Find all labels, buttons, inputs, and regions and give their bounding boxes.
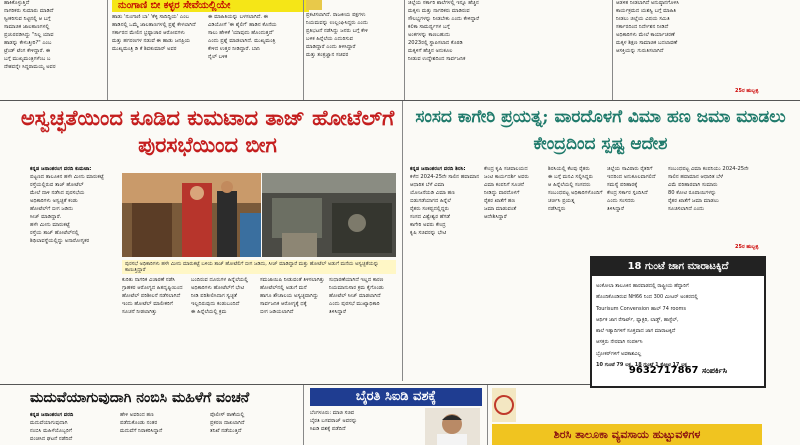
article-text-line: ನೀಡಿದ್ದು ವಾರದೊಳಗೆ [484,190,520,196]
article-text-line: ಹಾಡು 'ನುಂಗಾಣಿ ಬಾ' 'ಕೆಳ್ಳಿ ಸಾದಿದ್ದಿಯ' ಎಂಬ [112,14,189,20]
article-text-line: ಮತ್ತು ಹಗರಣಗಳ ನಡುವೆ ಈ ಹಾಡು ಜನಪ್ರಿಯ [112,38,191,44]
article-text-line: ಚರ್ಚಿಸಿ ಪ್ರಯತ್ನ [548,198,575,204]
land-ad-title: 18 ಗುಂಟೆ ಜಾಗ ಮಾರಾಟಕ್ಕಿದೆ [592,258,764,276]
article-text-line: ರೈತರ ಖಾತೆಗೆ ಹಣ [484,198,516,204]
article-text-line: ಅಧಿಕಾರಿಗಳು ಮೇಲೆ ಕಾರ್ಯಾಚರಣೆ [616,32,675,38]
article-text-line: ಆ ಹಿನ್ನೆಲೆಯಲ್ಲಿ ಸಂಸದರು [548,182,591,188]
land-ad-phone: 9632717867 [628,365,699,377]
article-text-line: ಹಾಡಿನಲ್ಲಿ ಒಮ್ಮೆ ಜಾಲತಾಣಗಳಲ್ಲಿ ಪ್ರಶ್ನೆ ಕೇಳಲಾಗಿದೆ [112,22,196,28]
top-col-1 [4,0,104,70]
article-text-line: ಮಕ್ಕಳ ಶಿಕ್ಷಣ ಸಾಮಾಜಿಕ ಬದಲಾವಣೆ [616,40,678,46]
hotel-photo-caption: ಪುರಸಭೆ ಅಧಿಕಾರಿಗಳು ಹಳೇ ಮೀನು ಮಾರುಕಟ್ಟೆ ಬಳಿಯ ತಾಜ್ ಹೋಟೆಲಿಗೆ ಬೀಗ ಜಡಿದು, ಸೀಜ್ ಮಾಡಿದ್ದಾರೆ ಮತ್ತು ಹೋಟೆಲ್ ಅಡುಗೆ ಮನೆಯ ಅಸ್ವಚ್ಛತೆಯನ್ನು ಕಾಣುತ್ತಿದ್ದಾರೆ [122,260,396,274]
article-text-line: ಆದೇಶಿಸಿದ್ದಾರೆ [484,214,507,220]
article-text-line: ಹೇಳಿ ಅವರಿಂದ ಹಣ [120,412,154,418]
article-text-line: 80 ಕೋಟಿ ರೂಪಾಯಿಗಳನ್ನು [668,190,717,196]
article-text-line: ಕಲಿಕಾ ಸಾಮರ್ಥ್ಯಗಳ ಬಗ್ಗೆ [408,24,450,30]
article-text-line: ಸೀಜ್ ಮಾಡಿದ್ದಾರೆ. [30,214,62,220]
hotel-bottom-col-2 [191,277,256,377]
column-divider [303,385,304,445]
article-text-line: ನಡೆಸಿದ್ದರು [548,206,566,212]
article-text-line: ಜಿಲ್ಲೆಯ ಸಾವಿರಾರು ರೈತರಿಗೆ [607,166,653,172]
article-text-line: ಸಂಬಂಧಪಟ್ಟ ಅಧಿಕಾರಿಗಳೊಂದಿಗೆ [548,190,603,196]
hotel-photo-2 [262,173,396,257]
article-text-line: ಪ್ರಚುರಪಡಿಸಿದ್ದು "ನಿಲ್ಲ ಯಾವ [4,32,54,38]
article-text-line: ಯೋಜನೆಯಡಿ ವಿಮಾ ಹಣ [410,190,455,196]
article-text-line: ಪೊಲೀಸ್ ಠಾಣೆಯಲ್ಲಿ [210,412,245,418]
article-text-line: ರೈತರು ಸಂಕಷ್ಟದಲ್ಲಿದ್ದರು [410,206,450,212]
ad-text-line: ಆರ್ಥಿಕ ಜಾಗ ರೆಸಾರ್ಟ್, ಫ್ಯಾಕ್ಟರಿ, ಲಾಡ್ಜ್, ಹಾಸ್ಟೆಲ್, [596,316,679,323]
insurance-credit: 25ರ ಹುಬ್ಬಳ್ಳಿ [735,244,759,250]
article-text-line: ಹಾಡನ್ನು ಕೇಳುತ್ತೀರಿ?" ಎಂಬ [4,40,52,46]
article-text-line: 2023ರಲ್ಲಿ ಸ್ಥಾಪಿಸಲಾದ ಕೊಠಡಿ [408,40,463,46]
article-text-line: ಪ್ರಕರಣ ದಾಖಲಾಗಿದೆ [210,420,245,426]
column-divider [612,0,613,100]
bairathi-headline: ಬೈರತಿ ಸಿಐಡಿ ವಶಕ್ಕೆ [310,388,482,406]
article-text-line: ಕಾಗೇರಿ ಅವರು ಕೇಂದ್ರ [410,222,446,228]
article-text-line: ಶಿರಸಿಯಲ್ಲಿ ಕೆಲವು ರೈತರು [548,166,590,172]
shirdi-banner: ಶಿರಸಿ ತಾಲೂಕಾ ವ್ಯವಸಾಯ ಹುಟ್ಟುವಳಿಗಳ [492,424,762,445]
bairathi-col [310,410,420,445]
article-text-line: ಕೇಳಿದ ಉತ್ತರ ನೀಡಿದ್ದಾರೆ. ಬಾನಿ [208,46,261,52]
top-col-4 [306,12,401,97]
column-divider [402,101,403,381]
article-text-line: ಬೀಗ ಜಡಿಯಲಾಗಿದೆ [260,309,294,315]
article-text-line: ವಿಡಿಯೋಗೆ 'ಈ ಶೈಲಿಗೆ' ಹಾಡಿನ ಕೊನೆಯ [208,22,277,28]
article-text-line: ಬಂದಿರುವ ದೂರುಗಳ ಹಿನ್ನೆಲೆಯಲ್ಲಿ [191,277,249,283]
article-text-line: ಮೇಲೆ ದಾಳಿ ನಡೆಸಿದ ಪುರಸಭೆಯ [30,190,85,196]
article-text-line: ಇಂದು ಹೋಟೆಲ್ ಮಾಲೀಕರಿಗೆ [122,301,173,307]
article-text-line: ಸೌಲಭ್ಯಗಳನ್ನು ನೀಡಬೇಕು ಎಂದು ಕೇಳಿದ್ದಾರೆ [408,16,480,22]
top-col-2 [112,14,204,94]
article-text-line: ಮುಖ್ಯಮಂತ್ರಿ ಡಿ ಕೆ ಶಿವಕುಮಾರ್ ಅವರ [112,46,177,52]
ad-text-line: ಹೊಂದಿಕೊಂಡಿರುವ NH66 ನಿಂದ 300 ಮೀಟರ್ ಅಂತರದಲ್ಲಿ [596,294,698,301]
shirdi-logo [492,388,516,422]
article-text-line: ಎಂದು ಪ್ರಶ್ನೆ ಮಾಡಲಾಗಿದೆ. ಮುಖ್ಯಮಂತ್ರಿ [208,38,276,44]
article-text-line: ಸಾಲಿನ ಹವಾಮಾನ ಆಧಾರಿತ ಬೆಳೆ [668,174,723,180]
insurance-sub-col [668,166,796,246]
article-text-line: ಕೇಂದ್ರ ಸರ್ಕಾರ ಸ್ಪಂದಿಸಿದೆ [607,190,648,196]
article-text-line: ಹೋಟೆಲ್‌ನಲ್ಲಿ ಅಡುಗೆ ಮನೆ [260,285,307,291]
article-text-line: ವಿಮೆ ಪರಿಹಾರವಾಗಿ ಸುಮಾರು [668,182,718,188]
article-text-line: ಜಿಲ್ಲೆಯ ಸರ್ಕಾರಿ ಶಾಲೆಗಳಲ್ಲಿ ಇನ್ನೂ ಹೆಚ್ಚಿನ [408,0,479,6]
article-text-line: ಆಸಕ್ತಿಯನ್ನು ಗುರುತಿಸಲಾಗಿದೆ [616,48,664,54]
article-text-line: ಪ್ರಕಟಿಸಲಾಗಿದೆ. ರಾಜಕೀಯ ಪಕ್ಷಗಳು [306,12,366,18]
dowry-col-2 [120,412,205,445]
article-text-line: ಸುಧಾರಣೆಯಾಗಿದೆ ಇಲ್ಲದ ಕಾರಣ [329,277,384,283]
hotel-bottom-col-3 [260,277,325,377]
bairathi-photo [425,408,480,445]
article-text-line: ಎಂದು ಸಂಸದರು [607,198,635,204]
article-text-line: ಗ್ರಾಹಕರ ಆರೋಗ್ಯದ ಹಿತದೃಷ್ಟಿಯಿಂದ [122,285,183,291]
ad-text-line: ಬ್ರೋಕರ್‌ಗಳಿಗೆ ಅವಕಾಶವಿಲ್ಲ [596,350,642,357]
dowry-story-byline: ಕನ್ನಡ ಜನಾಂತರಂಗ ವರದಿ [30,412,74,418]
land-ad-contact: ಸಂಪರ್ಕಿಸಿ [702,366,728,376]
dowry-story-headline: ಮದುವೆಯಾಗುವುದಾಗಿ ನಂಬಿಸಿ ಮಹಿಳೆಗೆ ವಂಚನೆ [30,390,250,406]
article-text-line: ಸೂಚನೆ ನೀಡಲಾಗಿತ್ತು [122,309,157,315]
insurance-col-4 [607,166,662,254]
article-text-line: ಜಮಾ ಮಾಡುವಂತೆ [484,206,517,212]
article-text-line: ಎಂದು ಪುರಸಭೆ ಮುಖ್ಯಾಧಿಕಾರಿ [329,301,380,307]
article-text-line: ಬೈರತಿ ಬಸವರಾಜ್ ಅವರನ್ನು [310,418,358,424]
article-text-line: ಹೋಟೆಲ್ ಸೀಜ್ ಮಾಡಲಾಗಿದೆ [329,293,381,299]
article-text-line: ತಿಳಿಸಿದ್ದಾರೆ [607,206,624,212]
article-text-line: ರಸ್ತೆಯಲ್ಲಿರುವ ತಾಜ್ ಹೋಟೆಲ್ [30,182,84,188]
dowry-col-3 [210,412,300,445]
insurance-story-headline: ಸಂಸದ ಕಾಗೇರಿ ಪ್ರಯತ್ನ; ವಾರದೊಳಗೆ ವಿಮಾ ಹಣ ಜಮಾ ಮಾಡಲು ಕೇಂದ್ರದಿಂದ ಸ್ಪಷ್ಟ ಆದೇಶ [415,107,786,154]
article-text-line: ನಂಬಿಸಿ ಮಹಿಳೆಯೊಬ್ಬರಿಗೆ [30,428,72,434]
land-ad-rate: 10 ಗುಂಟೆ 79 ಲಕ್ಷ, 18 ಗುಂಟೆ 1 ಕೋಟಿ 17 ಲಕ್ಷ [596,362,688,369]
article-text-line: ವಂಚಿಸಿದ ಘಟನೆ ನಡೆದಿದೆ [30,436,73,442]
hotel-bottom-col-1 [122,277,187,377]
article-text-line: ನಿಯಮವನ್ನು ಉಲ್ಲಂಘಿಸಿದ್ದರು ಎಂದು [306,20,368,26]
article-text-line: ಸೂಚಿಸಲಾಗಿದೆ ಎಂದು [668,206,705,212]
ad-text-line: ಶಾಲೆ ಇತ್ಯಾದಿಗಳಿಗೆ ಸೂಕ್ತವಾದ ಜಾಗ ಮಾರಾಟಕ್ಕಿದೆ [596,328,676,335]
column-divider [487,385,488,445]
article-text-line: ಸಾಲು ಹೇಳಿಕೆ 'ಯಾವುದು ಹೊಂದುತ್ತದೆ' [208,30,274,36]
insurance-col-1 [410,166,480,381]
article-text-line: ನಾಗರಿಕರು ಸುಮಾರು ಮಾಡಿದೆ [4,8,54,14]
hotel-bottom-col-4 [329,277,395,377]
article-text-line: ಇಲ್ಲದಿರುವುದು ಕಂಡುಬಂದಿದೆ [191,301,240,307]
article-text-line: ಸಿಐಡಿ ವಶಕ್ಕೆ ಪಡೆದಿದೆ [310,426,346,432]
article-text-line: ಮಕ್ಕಳಿಗೆ ಹೆಚ್ಚಿನ ಅನುಕೂಲ [408,48,453,54]
article-text-line: ಆಡಳಿತ ನೀಡಲಾಗಿದೆ ಅನುಷ್ಠಾನಗೊಳಿಸಿ [616,0,679,6]
column-divider [303,0,304,100]
top-col-5 [408,0,608,95]
top-credit: 25ರ ಹುಬ್ಬಳ್ಳಿ [735,88,759,94]
article-text-line: ಸಂಬಂಧಪಟ್ಟ ವಿಮಾ ಕಂಪನಿಯು 2024-25ನೇ [668,166,749,172]
article-text-line: ನೀಡಲು ಜಿಲ್ಲೆಯ ವಿಷಯ ಸಮಿತಿ [616,16,670,22]
section-divider [0,100,800,101]
article-text-line: ಆಧಾರಿತ ಬೆಳೆ ವಿಮಾ [410,182,445,188]
article-text-line: ಕುರಿತು ನಾಗರಿಕ ವಿಚಾರಣೆ ನಡೆಸಿ [122,277,176,283]
article-text-line: ನೀಡುವ ಉದ್ದೇಶದಿಂದ ಸಾರ್ವಜನಿಕ [408,56,466,62]
section-divider [0,384,590,385]
top-strip-photo [306,0,322,10]
article-text-line: ಹಳೇ ಮೀನು ಮಾರುಕಟ್ಟೆ [30,222,70,228]
land-sale-ad [590,256,766,388]
article-text-line: ಸಾಮಾಜಿಕ ಜಾಲತಾಣಗಳಲ್ಲಿ [4,24,50,30]
article-text-line: ಕೇಂದ್ರ ಕೃಷಿ ಸಚಿವಾಲಯದ [484,166,528,172]
article-text-line: ಈ ಬಗ್ಗೆ ಮನವಿ ಸಲ್ಲಿಸಿದ್ದರು [548,174,594,180]
hotel-story-headline: ಅಸ್ವಚ್ಛತೆಯಿಂದ ಕೂಡಿದ ಕುಮಟಾದ ತಾಜ್ ಹೋಟೆಲ್‌ಗೆ ಪುರಸಭೆಯಿಂದ ಬೀಗ [20,105,395,157]
article-text-line: ದೇಶವನ್ನೇ ಸಿದ್ಧರಾಮಯ್ಯ ಅವರ [4,64,56,70]
article-text-line: ನಿಯಮಾನುಸಾರ ಕ್ರಮ ಕೈಗೊಂಡು [329,285,384,291]
top-col-6 [616,0,796,88]
article-text-line: ವಿಮಾ ಕಂಪನಿಗೆ ಸೂಚನೆ [484,182,524,188]
article-text-line: ಸಾರ್ವಜನಿಕ ಆರೋಗ್ಯಕ್ಕೆ ಧಕ್ಕೆ [260,301,307,307]
article-text-line: ಬೆಂಗಳೂರು: ಮಾಜಿ ಸಚಿವ [310,410,355,416]
article-text-line: ಸ್ವೀಕರಿಸುವ ನಿಟ್ಟಿನಲ್ಲಿ ಆ ಬಗ್ಗೆ [4,16,51,22]
dowry-col-1 [30,412,115,445]
article-text-line: ಕಾರ್ಯಕ್ರಮದ ಯಶಸ್ವಿ ಬಗ್ಗೆ ಮಾಹಿತಿ [616,8,677,14]
ad-text-line: Tourisum Convension ಹಾಲ್ 74 rooms [596,305,687,312]
article-text-line: ಮದುವೆಗೆ ನಿರಾಕರಿಸಿದ್ದಾನೆ [120,428,163,434]
article-text-line: ಜಂಟಿ ಕಾರ್ಯದರ್ಶಿ ಅವರು [484,174,529,180]
article-text-line: ಬಳಿಕ ಹಿನ್ನೆಲೆಯ ಎದುರಿಸುವ [306,36,354,42]
insurance-col-2 [484,166,544,381]
ad-text-line: ಅಂಕೋಲಾ ತಾಲೂಕಿನ ಹಾರವಾಡದಲ್ಲಿ ರಾಷ್ಟ್ರೀಯ ಹೆದ್ದಾರಿಗೆ [596,283,689,289]
article-text-line: ತನಿಖೆ ನಡೆಯುತ್ತಿದೆ [210,428,242,434]
land-ad-body [592,276,764,377]
article-text-line: ಕೃಷಿ ಸಚಿವರನ್ನು ಭೇಟಿ [410,230,447,236]
hotel-story-byline: ಕನ್ನಡ ಜನಾಂತರಂಗ ವರದಿ ಕುಮಟಾ: [30,166,92,172]
article-text-line: ಮತ್ತು ತಂತ್ರಜ್ಞಾನ ಸಚಿವರ [306,52,349,58]
article-text-line: ಮಾಡಿದ್ದಾರೆ ಎಂದು ತಿಳಿಸಿದ್ದಾರೆ [306,44,356,50]
article-text-line: ಶಿಥಿಲಾವಸ್ಥೆಯಲ್ಲಿದ್ದು ಅನಾರೋಗ್ಯಕರ [30,238,90,244]
article-text-line: ಕಳೆದ 2024-25ನೇ ಸಾಲಿನ ಹವಾಮಾನ [410,174,480,180]
article-text-line: ಬಿಡುಗಡೆಯಾಗದ ಹಿನ್ನೆಲೆ [410,198,451,204]
column-divider [404,0,405,100]
article-text-line: ಪಟ್ಟಣದ ತಾಲೂಕಿನ ಹಳೇ ಮೀನು ಮಾರುಕಟ್ಟೆ [30,174,104,180]
article-text-line: ಹೋಟೆಲ್‌ಗೆ ಬೀಗ ಜಡಿದು [30,206,74,212]
article-text-line: ಈ ಹಿನ್ನೆಲೆಯಲ್ಲಿ ಕ್ರಮ [191,309,227,315]
article-text-line: ಸಮಸ್ಯೆ ಪರಿಹಾರಕ್ಕೆ [607,182,638,188]
insurance-story-byline: ಕನ್ನಡ ಜನಾಂತರಂಗ ವರದಿ ಶಿರಸಿ: [410,166,466,172]
article-text-line: ಸರ್ಕಾರದಿಂದ ನಿರ್ದೇಶನ ನೀಡಿದೆ [616,24,669,30]
article-text-line: ತಿಳಿಸಿದ್ದಾರೆ [329,309,346,315]
article-text-line: ಮದುವೆಯಾಗುವುದಾಗಿ [30,420,68,426]
article-text-line: ಈ ಮಾಹಿತಿಯನ್ನು ಬಳಸಲಾಗಿದೆ. ಈ [208,14,269,20]
article-text-line: ಅಂಕಗಳನ್ನು ಕಾಣಬಹುದು [408,32,451,38]
article-text-line: ಹಾಗೂ ಶೌಚಾಲಯ ಅಸ್ವಚ್ಛವಾಗಿದ್ದು [260,293,319,299]
article-text-line: ನೀಡಿ ಪರಿಶೀಲಿಸಿದಾಗ ಸ್ವಚ್ಛತೆ [191,293,237,299]
article-text-line: ಪಡೆದುಕೊಂಡು ನಂತರ [120,420,158,426]
article-text-line: ರೈತರ ಖಾತೆಗೆ ಜಮಾ ಮಾಡಲು [668,198,719,204]
top-col-3 [208,14,298,94]
article-text-line: ಸಮಜಾಯಿಷಿ ನೀಡುವಂತೆ ತಿಳಿಸಲಾಗಿತ್ತು [260,277,325,283]
article-text-line: ರಸ್ತೆಯ ತಾಜ್ ಹೋಟೆಲ್‌ನಲ್ಲಿ [30,230,79,236]
column-divider [107,0,108,100]
article-text-line: ಹಾಕಿಕೊಳ್ಳುತ್ತಿದೆ [4,0,30,6]
article-text-line: ಅಧಿಕಾರಿಗಳು ಹೋಟೆಲ್‌ಗೆ ಭೇಟಿ [191,285,245,291]
article-text-line: ಪ್ರತಿಭಟನೆ ನಡೆಸಿದ್ದು ಜನರು ಬಗ್ಗೆ ಕೇಳಿ [306,28,368,34]
article-text-line: ಮಕ್ಕಳು ಮತ್ತು ನಾಗರಿಕರು ಮಾಡಿರುವ [408,8,470,14]
hotel-story-left-col [30,166,118,376]
article-text-line: ಅಧಿಕಾರಿಗಳು ಅಸ್ವಚ್ಛತೆ ಕಂಡು [30,198,78,204]
article-text-line: ಹೋಟೆಲ್ ಪರಿಶೀಲನೆ ನಡೆಸಲಾಗಿದೆ [122,293,181,299]
top-yellow-banner: ನುಂಗಾಣಿ ಬೀ ಕಳ್ಳರ ಸೇವೆಯಲ್ಲಿಯೇ [112,0,309,12]
article-text-line: ಬಗ್ಗೆ ಮುಖ್ಯಮಂತ್ರಿಗಳೆಂಬ ಬ [4,56,51,62]
article-text-line: ಟ್ರೆಂಡ್ ಟೆಂಗ ಕೇಳಿದ್ದಾರೆ. ಈ [4,48,51,54]
article-text-line: ಸಂಸದ ವಿಶ್ವೇಶ್ವರ ಹೆಗಡೆ [410,214,450,220]
article-text-line: ಸರ್ಕಾರದ ಮೇಲಿನ ಭ್ರಷ್ಟಾಚಾರ ಆರೋಪಗಳು [112,30,185,36]
ad-text-line: ಆಸಕ್ತರು ನೇರವಾಗಿ ಸಂಪರ್ಕಿಸಿ [596,339,643,346]
hotel-photo-1 [122,173,261,257]
article-text-line: ನೈಲ್ ಬಳಿಕ [208,54,228,60]
article-text-line: ಇದರಿಂದ ಅನುಕೂಲವಾಗಲಿದೆ [607,174,656,180]
